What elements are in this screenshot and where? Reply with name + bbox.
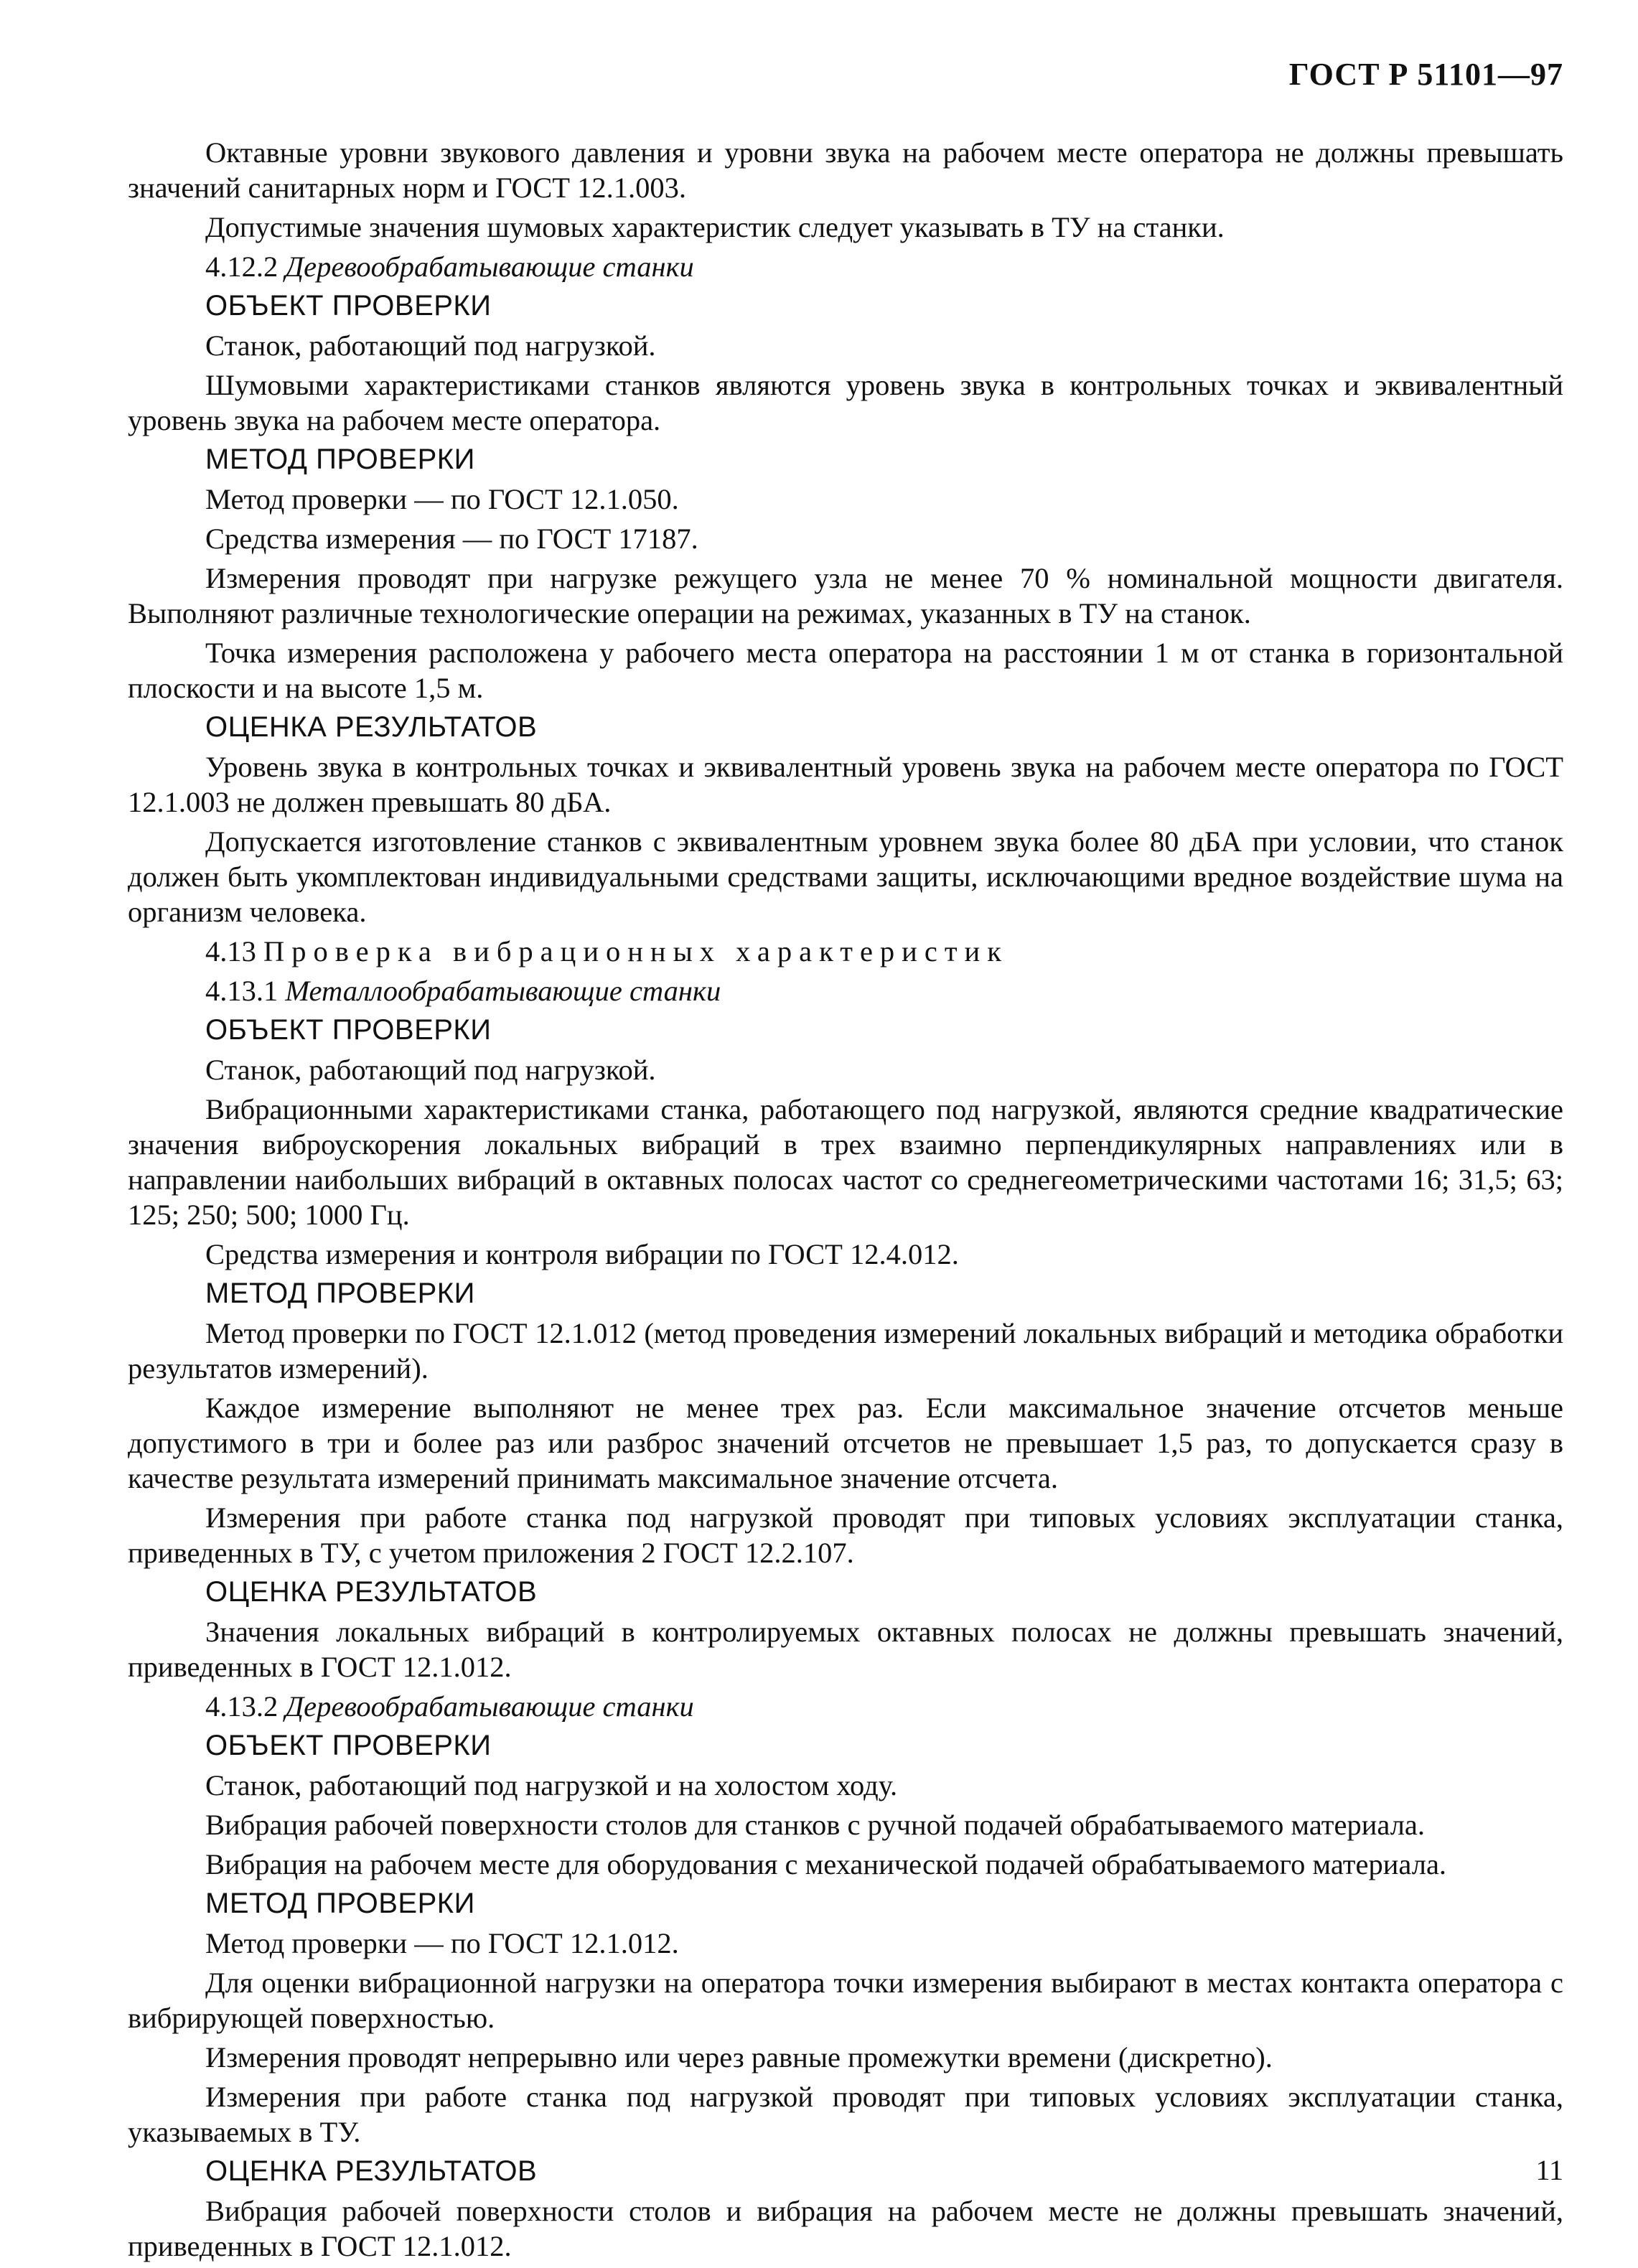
paragraph: Станок, работающий под нагрузкой. xyxy=(205,1054,656,1086)
paragraph: Допустимые значения шумовых характеристик следует указывать в ТУ на станки. xyxy=(205,211,1225,243)
section-title: Проверка вибрационных характеристик xyxy=(263,935,1008,967)
paragraph: Каждое измерение выполняют не менее трех раз. Если максимальное значение отсчетов меньше допустимого в три и более раз или разброс значений отсчетов не превышает 1,5 раз, то допускается сразу в качестве результата измерений принимать максимальное значение отсчета. xyxy=(128,1392,1563,1494)
heading-evaluation-of-results: ОЦЕНКА РЕЗУЛЬТАТОВ xyxy=(205,711,538,743)
paragraph: Метод проверки — по ГОСТ 12.1.012. xyxy=(205,1927,679,1959)
paragraph: Вибрация рабочей поверхности столов и вибрация на рабочем месте не должны превышать значений, приведенных в ГОСТ 12.1.012. xyxy=(128,2195,1563,2262)
document-body xyxy=(128,135,1563,2268)
section-number: 4.13.2 xyxy=(205,1690,279,1723)
section-number: 4.13 xyxy=(205,935,256,967)
paragraph: Средства измерения — по ГОСТ 17187. xyxy=(205,523,698,555)
paragraph: Допускается изготовление станков с эквивалентным уровнем звука более 80 дБА при условии, что станок должен быть укомплектован индивидуальными средствами защиты, исключающими вредное воздействие шума на организм человека. xyxy=(128,825,1563,928)
section-title: Деревообрабатывающие станки xyxy=(285,250,694,283)
paragraph: Средства измерения и контроля вибрации по ГОСТ 12.4.012. xyxy=(205,1238,959,1270)
heading-method-of-check: МЕТОД ПРОВЕРКИ xyxy=(205,444,475,475)
section-title: Металлообрабатывающие станки xyxy=(285,975,721,1007)
heading-evaluation-of-results: ОЦЕНКА РЕЗУЛЬТАТОВ xyxy=(205,1576,538,1608)
page-header-standard: ГОСТ Р 51101—97 xyxy=(1288,57,1563,92)
paragraph: Измерения при работе станка под нагрузкой проводят при типовых условиях эксплуатации станка, указываемых в ТУ. xyxy=(128,2081,1563,2148)
section-heading-4-13 xyxy=(128,934,1563,969)
page-number: 11 xyxy=(1535,2154,1563,2186)
section-heading-4-13-1 xyxy=(128,973,1563,1008)
paragraph: Уровень звука в контрольных точках и эквивалентный уровень звука на рабочем месте оператора по ГОСТ 12.1.003 не должен превышать 80 дБА. xyxy=(128,751,1563,818)
paragraph: Вибрация на рабочем месте для оборудования с механической подачей обрабатываемого материала. xyxy=(205,1848,1447,1880)
section-heading-4-13-2 xyxy=(128,1689,1563,1724)
paragraph: Октавные уровни звукового давления и уровни звука на рабочем месте оператора не должны превышать значений санитарных норм и ГОСТ 12.1.003. xyxy=(128,136,1563,204)
heading-method-of-check: МЕТОД ПРОВЕРКИ xyxy=(205,1888,475,1919)
section-title: Деревообрабатывающие станки xyxy=(285,1690,694,1723)
heading-object-of-check: ОБЪЕКТ ПРОВЕРКИ xyxy=(205,1730,492,1761)
heading-object-of-check: ОБЪЕКТ ПРОВЕРКИ xyxy=(205,290,492,322)
paragraph: Точка измерения расположена у рабочего места оператора на расстоянии 1 м от станка в горизонтальной плоскости и на высоте 1,5 м. xyxy=(128,637,1563,704)
heading-method-of-check: МЕТОД ПРОВЕРКИ xyxy=(205,1278,475,1309)
section-heading-4-12-2 xyxy=(128,249,1563,284)
heading-object-of-check: ОБЪЕКТ ПРОВЕРКИ xyxy=(205,1014,492,1046)
paragraph: Метод проверки — по ГОСТ 12.1.050. xyxy=(205,483,679,515)
paragraph: Станок, работающий под нагрузкой. xyxy=(205,329,656,362)
paragraph: Станок, работающий под нагрузкой и на холостом ходу. xyxy=(205,1769,898,1801)
paragraph: Измерения при работе станка под нагрузкой проводят при типовых условиях эксплуатации станка, приведенных в ТУ, с учетом приложения 2 ГОСТ 12.2.107. xyxy=(128,1501,1563,1569)
paragraph: Вибрационными характеристиками станка, работающего под нагрузкой, являются средние квадратические значения виброускорения локальных вибраций в трех взаимно перпендикулярных направлениях или в направлении наибольших вибраций в октавных полосах частот со среднегеометрическими частотами 16; 31,5; 63; 125; 250; 500; 1000 Гц. xyxy=(128,1093,1563,1231)
section-number: 4.13.1 xyxy=(205,975,279,1007)
paragraph: Для оценки вибрационной нагрузки на оператора точки измерения выбирают в местах контакта оператора с вибрирующей поверхностью. xyxy=(128,1967,1563,2034)
heading-evaluation-of-results: ОЦЕНКА РЕЗУЛЬТАТОВ xyxy=(205,2155,538,2187)
paragraph: Значения локальных вибраций в контролируемых октавных полосах не должны превышать значений, приведенных в ГОСТ 12.1.012. xyxy=(128,1616,1563,1683)
paragraph: Измерения проводят непрерывно или через равные промежутки времени (дискретно). xyxy=(205,2041,1273,2073)
paragraph: Измерения проводят при нагрузке режущего узла не менее 70 % номинальной мощности двигателя. Выполняют различные технологические операции на режимах, указанных в ТУ на станок. xyxy=(128,562,1563,629)
paragraph: Метод проверки по ГОСТ 12.1.012 (метод проведения измерений локальных вибраций и методика обработки результатов измерений). xyxy=(128,1317,1563,1384)
section-number: 4.12.2 xyxy=(205,250,279,283)
paragraph: Вибрация рабочей поверхности столов для станков с ручной подачей обрабатываемого материала. xyxy=(205,1809,1426,1841)
paragraph: Шумовыми характеристиками станков являются уровень звука в контрольных точках и эквивалентный уровень звука на рабочем месте оператора. xyxy=(128,369,1563,436)
